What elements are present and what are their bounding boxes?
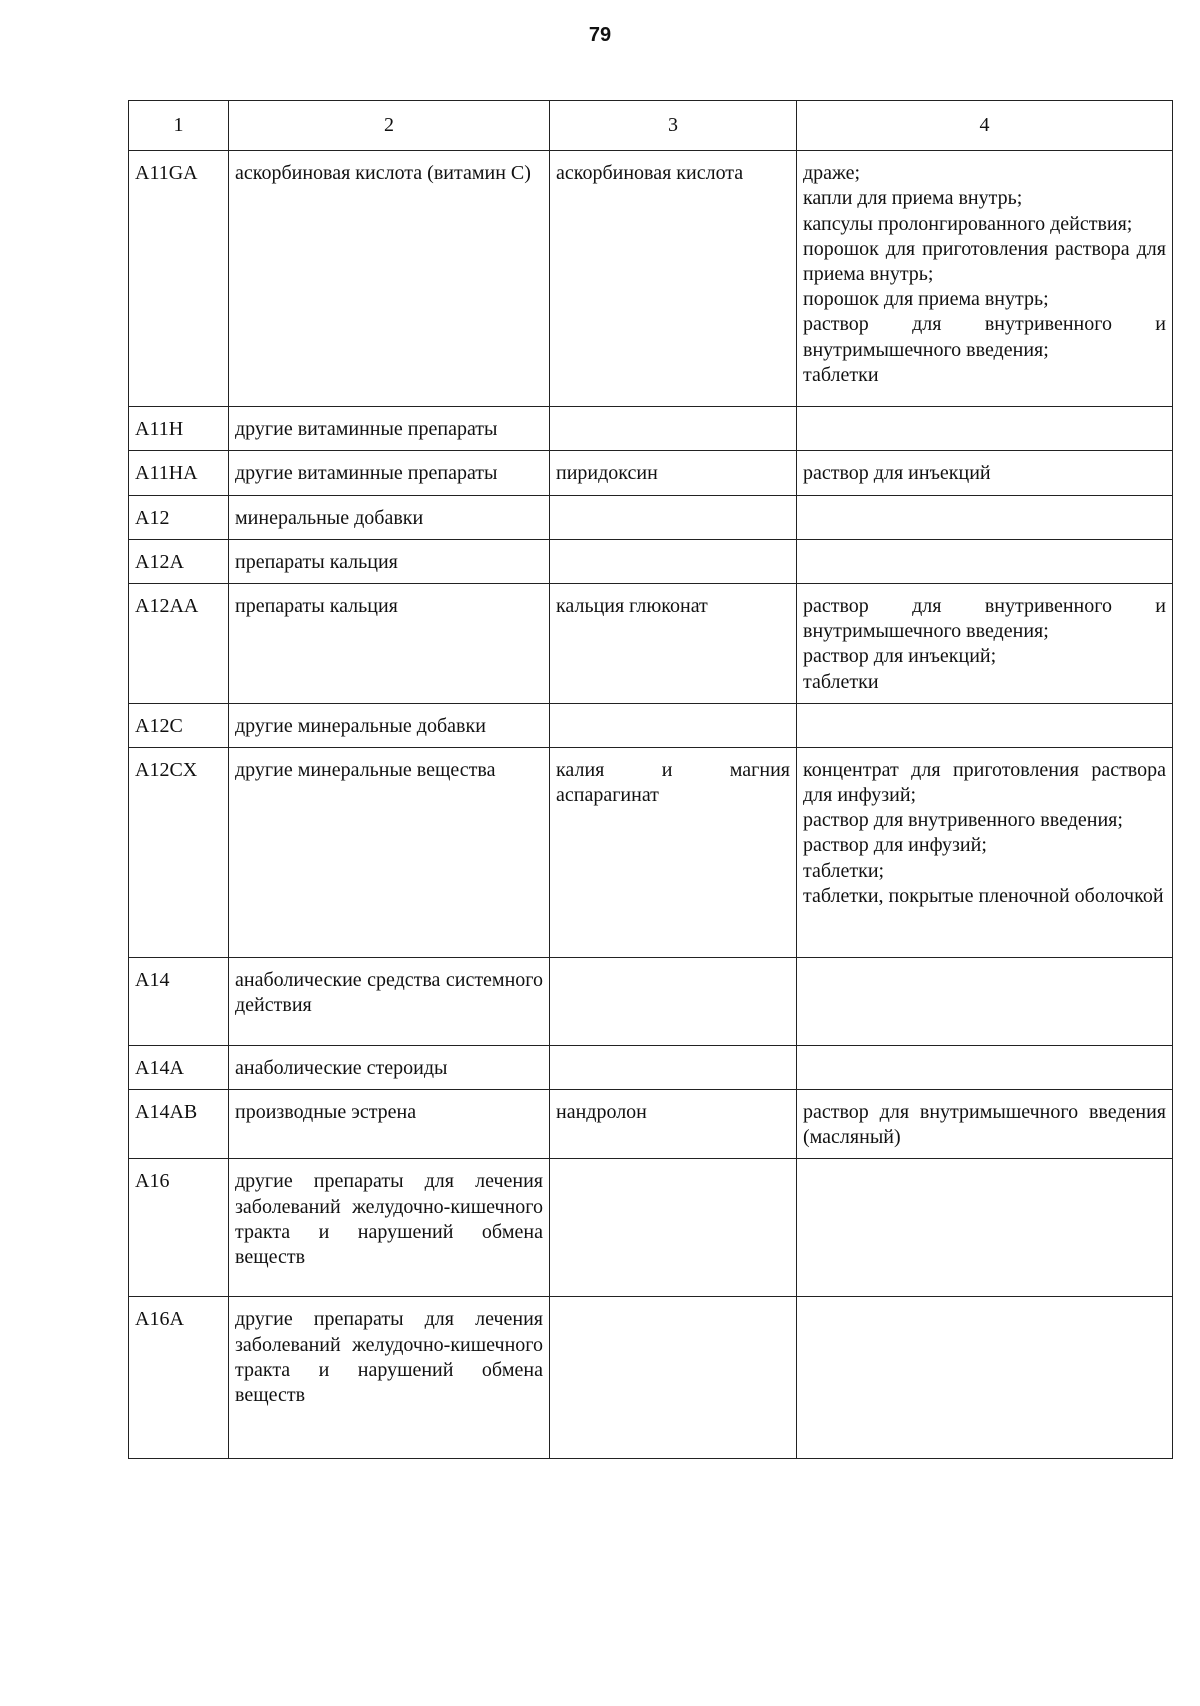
dosage-forms-cell bbox=[797, 1090, 1173, 1159]
header-cell-3: 3 bbox=[550, 101, 797, 151]
drug-name-cell: аскорбиновая кислота bbox=[550, 151, 797, 407]
code-cell: A12AA bbox=[129, 583, 229, 703]
drug-name-cell: пиридоксин bbox=[550, 451, 797, 495]
dosage-forms-cell bbox=[797, 151, 1173, 407]
table-body bbox=[129, 101, 1173, 1459]
dosage-forms-cell bbox=[797, 539, 1173, 583]
medicines-table bbox=[128, 100, 1173, 1459]
drug-name-cell bbox=[550, 407, 797, 451]
dosage-forms-cell bbox=[797, 407, 1173, 451]
drug-name-cell bbox=[550, 495, 797, 539]
dosage-form-item: раствор для инъекций; bbox=[803, 645, 997, 668]
code-cell: A12CX bbox=[129, 747, 229, 957]
group-name-cell: другие минеральные вещества bbox=[229, 747, 550, 957]
drug-name-cell bbox=[550, 1297, 797, 1459]
dosage-form-item: таблетки, покрытые пленочной оболочкой bbox=[803, 884, 1164, 907]
header-cell-2: 2 bbox=[229, 101, 550, 151]
table-row bbox=[129, 1159, 1173, 1297]
header-cell-1: 1 bbox=[129, 101, 229, 151]
code-cell: A11HA bbox=[129, 451, 229, 495]
table-row bbox=[129, 407, 1173, 451]
group-name-cell: другие витаминные препараты bbox=[229, 407, 550, 451]
dosage-form-item: раствор для внутривенного и внутримышечного введения; bbox=[803, 313, 1166, 361]
dosage-forms-cell bbox=[797, 583, 1173, 703]
dosage-form-item: раствор для внутривенного введения; bbox=[803, 809, 1123, 832]
group-name-cell: препараты кальция bbox=[229, 539, 550, 583]
dosage-form-item: раствор для внутримышечного введения (масляный) bbox=[803, 1101, 1166, 1149]
table-row bbox=[129, 747, 1173, 957]
dosage-forms-cell bbox=[797, 1159, 1173, 1297]
dosage-form-item: капсулы пролонгированного действия; bbox=[803, 212, 1133, 235]
table-row bbox=[129, 1090, 1173, 1159]
dosage-form-item: порошок для приема внутрь; bbox=[803, 288, 1049, 311]
dosage-form-item: таблетки bbox=[803, 670, 879, 693]
drug-name-cell: калия и магния аспарагинат bbox=[550, 747, 797, 957]
code-cell: A14 bbox=[129, 957, 229, 1045]
drug-name-cell bbox=[550, 957, 797, 1045]
dosage-form-item: раствор для инфузий; bbox=[803, 834, 987, 857]
drug-name-cell bbox=[550, 1159, 797, 1297]
table-row bbox=[129, 495, 1173, 539]
dosage-form-item: раствор для инъекций bbox=[803, 462, 991, 485]
group-name-cell: другие минеральные добавки bbox=[229, 703, 550, 747]
table-row bbox=[129, 451, 1173, 495]
code-cell: A11GA bbox=[129, 151, 229, 407]
group-name-cell: минеральные добавки bbox=[229, 495, 550, 539]
code-cell: A14AB bbox=[129, 1090, 229, 1159]
dosage-form-item: таблетки; bbox=[803, 859, 885, 882]
group-name-cell: препараты кальция bbox=[229, 583, 550, 703]
dosage-form-item: драже; bbox=[803, 162, 861, 185]
table-row bbox=[129, 1297, 1173, 1459]
code-cell: A12A bbox=[129, 539, 229, 583]
header-cell-4: 4 bbox=[797, 101, 1173, 151]
dosage-forms-cell bbox=[797, 495, 1173, 539]
table-row bbox=[129, 957, 1173, 1045]
group-name-cell: производные эстрена bbox=[229, 1090, 550, 1159]
dosage-forms-cell bbox=[797, 703, 1173, 747]
group-name-cell: другие препараты для лечения заболеваний желудочно-кишечного тракта и нарушений обмена веществ bbox=[229, 1159, 550, 1297]
dosage-forms-cell bbox=[797, 451, 1173, 495]
drug-name-cell bbox=[550, 539, 797, 583]
table-row bbox=[129, 539, 1173, 583]
dosage-form-item: концентрат для приготовления раствора для инфузий; bbox=[803, 758, 1166, 807]
drug-name-cell: кальция глюконат bbox=[550, 583, 797, 703]
dosage-form-item: порошок для приготовления раствора для приема внутрь; bbox=[803, 237, 1166, 285]
dosage-forms-cell bbox=[797, 1297, 1173, 1459]
dosage-forms-cell bbox=[797, 1045, 1173, 1089]
group-name-cell: другие витаминные препараты bbox=[229, 451, 550, 495]
dosage-forms-cell bbox=[797, 747, 1173, 957]
header-row bbox=[129, 101, 1173, 151]
dosage-form-item: капли для приема внутрь; bbox=[803, 187, 1023, 210]
drug-name-cell bbox=[550, 703, 797, 747]
table-row bbox=[129, 1045, 1173, 1089]
code-cell: A16 bbox=[129, 1159, 229, 1297]
code-cell: A12C bbox=[129, 703, 229, 747]
code-cell: A11H bbox=[129, 407, 229, 451]
group-name-cell: аскорбиновая кислота (витамин С) bbox=[229, 151, 550, 407]
group-name-cell: анаболические средства системного действия bbox=[229, 957, 550, 1045]
table-row bbox=[129, 583, 1173, 703]
code-cell: A16A bbox=[129, 1297, 229, 1459]
page-number: 79 bbox=[588, 24, 612, 46]
dosage-form-item: таблетки bbox=[803, 363, 879, 386]
dosage-forms-cell bbox=[797, 957, 1173, 1045]
table-row bbox=[129, 703, 1173, 747]
drug-name-cell: нандролон bbox=[550, 1090, 797, 1159]
dosage-form-item: раствор для внутривенного и внутримышечного введения; bbox=[803, 594, 1166, 643]
group-name-cell: другие препараты для лечения заболеваний желудочно-кишечного тракта и нарушений обмена веществ bbox=[229, 1297, 550, 1459]
table-row bbox=[129, 151, 1173, 407]
code-cell: A12 bbox=[129, 495, 229, 539]
drug-name-cell bbox=[550, 1045, 797, 1089]
code-cell: A14A bbox=[129, 1045, 229, 1089]
group-name-cell: анаболические стероиды bbox=[229, 1045, 550, 1089]
